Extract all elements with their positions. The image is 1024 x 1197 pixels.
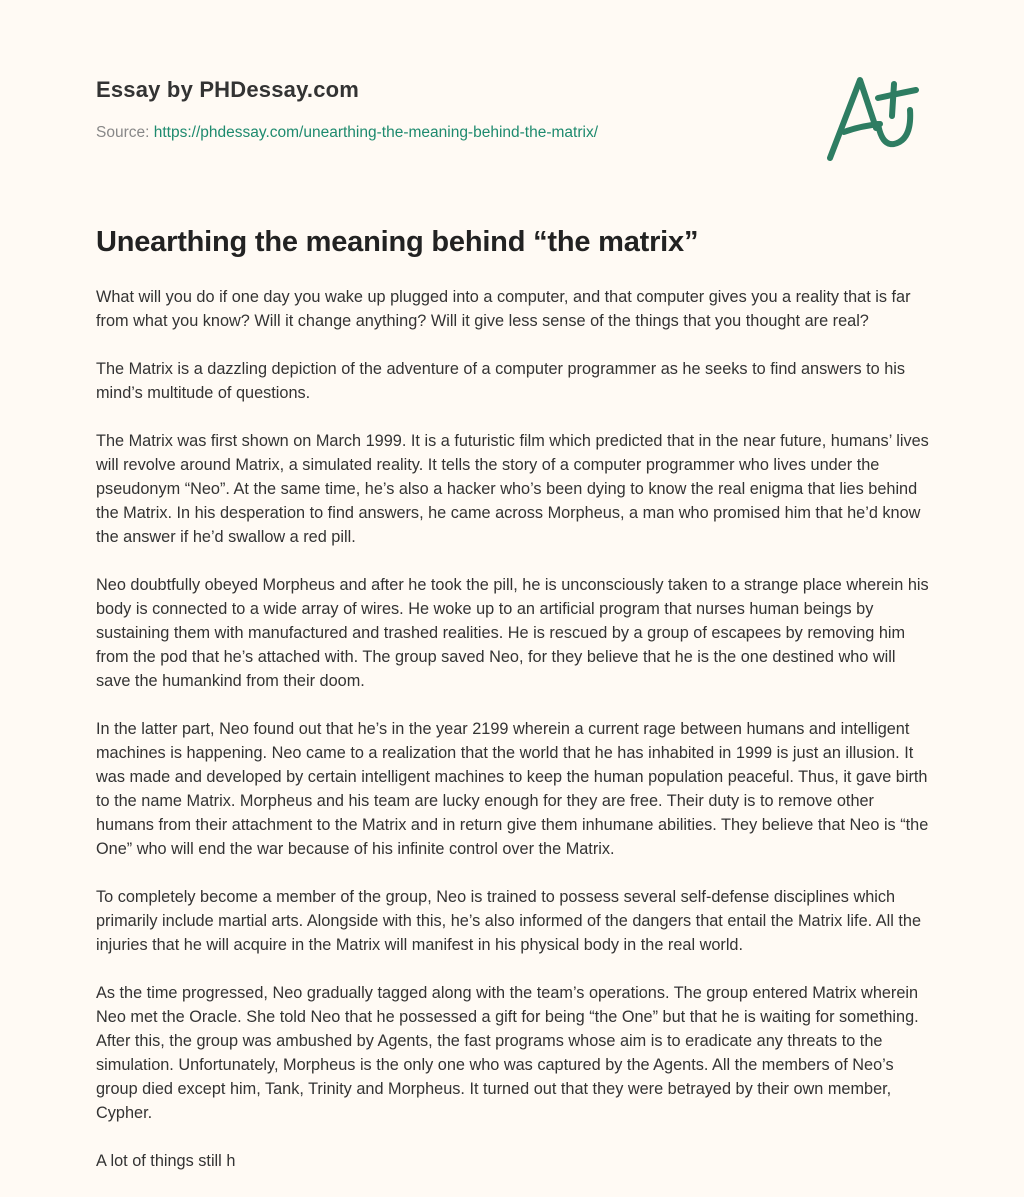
source-line — [96, 124, 598, 142]
paragraph: What will you do if one day you wake up plugged into a computer, and that computer gives you a reality that is far from what you know? Will it change anything? Will it give less sense of the things that you thought are real? — [96, 288, 911, 330]
paragraph: The Matrix is a dazzling depiction of the adventure of a computer programmer as he seeks to find answers to his mind’s multitude of questions. — [96, 360, 906, 402]
essay-title: Unearthing the meaning behind “the matrix” — [96, 226, 699, 258]
source-link[interactable]: https://phdessay.com/unearthing-the-meaning-behind-the-matrix/ — [153, 124, 599, 141]
source-label: Source: — [96, 124, 150, 141]
paragraph: The Matrix was first shown on March 1999. It is a futuristic film which predicted that in the near future, humans’ lives will revolve around Matrix, a simulated reality. It tells the story of a computer programmer who lives under the pseudonym “Neo”. At the same time, he’s also a hacker who’s been dying to know the real enigma that lies behind the Matrix. In his desperation to find answers, he came across Morpheus, a man who promised him that he’d know the answer if he’d swallow a red pill. — [96, 432, 929, 546]
paragraph: In the latter part, Neo found out that he’s in the year 2199 wherein a current rage between humans and intelligent machines is happening. Neo came to a realization that the world that he has inhabited in 1999 is just an illusion. It was made and developed by certain intelligent machines to keep the human population peaceful. Thus, it gave birth to the name Matrix. Morpheus and his team are lucky enough for they are free. Their duty is to remove other humans from their attachment to the Matrix and in return give them inhumane abilities. They believe that Neo is “the One” who will end the war because of his infinite control over the Matrix. — [96, 720, 929, 858]
paragraph: As the time progressed, Neo gradually tagged along with the team’s operations. The group entered Matrix wherein Neo met the Oracle. She told Neo that he possessed a gift for being “the One” but that he is waiting for something. After this, the group was ambushed by Agents, the fast programs whose aim is to eradicate any threats to the simulation. Unfortunately, Morpheus is the only one who was captured by the Agents. All the members of Neo’s group died except him, Tank, Trinity and Morpheus. It turned out that they were betrayed by their own member, Cypher. — [96, 984, 919, 1122]
paragraph: To completely become a member of the group, Neo is trained to possess several self-defense disciplines which primarily include martial arts. Alongside with this, he’s also informed of the dangers that entail the Matrix life. All the injuries that he will acquire in the Matrix will manifest in his physical body in the real world. — [96, 888, 922, 954]
a-plus-logo-icon — [820, 66, 932, 166]
essay-body — [96, 285, 932, 1197]
site-title: Essay by PHDessay.com — [96, 77, 360, 102]
paragraph-truncated: A lot of things still h — [96, 1152, 236, 1170]
paragraph: Neo doubtfully obeyed Morpheus and after he took the pill, he is unconsciously taken to a strange place wherein his body is connected to a wide array of wires. He woke up to an artificial program that nurses human beings by sustaining them with manufactured and trashed realities. He is rescued by a group of escapees by removing him from the pod that he’s attached with. The group saved Neo, for they believe that he is the one destined who will save the humankind from their doom. — [96, 576, 929, 690]
